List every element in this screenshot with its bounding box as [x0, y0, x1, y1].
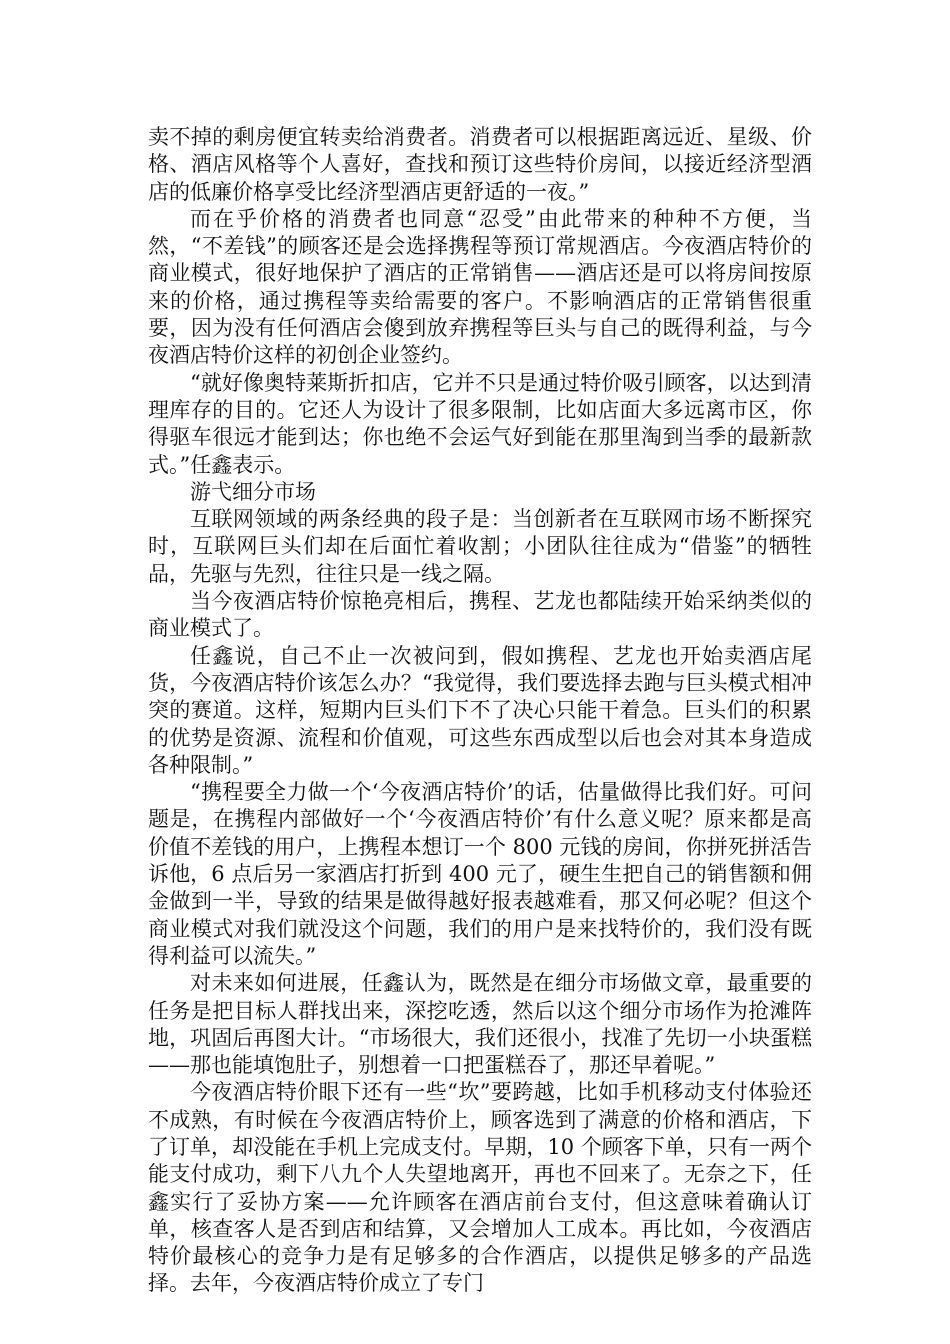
paragraph: 任鑫说，自己不止一次被问到，假如携程、艺龙也开始卖酒店尾货，今夜酒店特价该怎么办？“我觉得，我们要选择去跑与巨头模式相冲突的赛道。这样，短期内巨头们下不了决心只能干着急。巨头们的积累的优势是资源、流程和价值观，可这些东西成型以后也会对其本身造成各种限制。”	[148, 643, 812, 777]
paragraph: 对未来如何进展，任鑫认为，既然是在细分市场做文章，最重要的任务是把目标人群找出来，深挖吃透，然后以这个细分市场作为抢滩阵地，巩固后再图大计。“市场很大，我们还很小，找准了先切一小块蛋糕——那也能填饱肚子，别想着一口把蛋糕吞了，那还早着呢。”	[148, 971, 812, 1078]
section-heading: 游弋细分市场	[190, 479, 316, 504]
paragraph: 互联网领域的两条经典的段子是：当创新者在互联网市场不断探究时，互联网巨头们却在后面忙着收割；小团队往往成为“借鉴”的牺牲品，先驱与先烈，往往只是一线之隔。	[148, 507, 812, 586]
paragraph-quote-ctrip: “携程要全力做一个‘今夜酒店特价’的话，估量做得比我们好。可问题是，在携程内部做好一个‘今夜酒店特价’有什么意义呢？原来都是高价值不差钱的用户，上携程本想订一个 800 元钱的房间，你拼死拼活告诉他，6 点后另一家酒店打折到 400 元了，硬生生把自己的销售额和佣金做到一半，导致的结果是做得越好报表越难看，那又何必呢？但这个商业模式对我们就没这个问题，我们的用户是来找特价的，我们没有既得利益可以流失。”	[148, 780, 812, 968]
paragraph-continuation: 卖不掉的剩房便宜转卖给消费者。消费者可以根据距离远近、星级、价格、酒店风格等个人喜好，查找和预订这些特价房间，以接近经济型酒店的低廉价格享受比经济型酒店更舒适的一夜。”	[148, 125, 812, 204]
paragraph: 而在乎价格的消费者也同意“忍受”由此带来的种种不方便，当然，“不差钱”的顾客还是会选择携程等预订常规酒店。今夜酒店特价的商业模式，很好地保护了酒店的正常销售——酒店还是可以将房间按原来的价格，通过携程等卖给需要的客户。不影响酒店的正常销售很重要，因为没有任何酒店会傻到放弃携程等巨头与自己的既得利益，与今夜酒店特价这样的初创企业签约。	[148, 206, 812, 368]
paragraph-quote-outlet: “就好像奥特莱斯折扣店，它并不只是通过特价吸引顾客，以达到清理库存的目的。它还人为设计了很多限制，比如店面大多远离市区，你得驱车很远才能到达；你也绝不会运气好到能在那里淘到当季的最新款式。”任鑫表示。	[148, 370, 812, 477]
paragraph: 今夜酒店特价眼下还有一些“坎”要跨越，比如手机移动支付体验还不成熟，有时候在今夜酒店特价上，顾客选到了满意的价格和酒店，下了订单，却没能在手机上完成支付。早期，10 个顾客下单，只有一两个能支付成功，剩下八九个人失望地离开，再也不回来了。无奈之下，任鑫实行了妥协方案——允许顾客在酒店前台支付，但这意味着确认订单，核查客人是否到店和结算，又会增加人工成本。再比如，今夜酒店特价最核心的竞争力是有足够多的合作酒店，以提供足够多的产品选择。去年，今夜酒店特价成立了专门	[148, 1080, 812, 1296]
document-body	[148, 124, 812, 1298]
paragraph: 当今夜酒店特价惊艳亮相后，携程、艺龙也都陆续开始采纳类似的商业模式了。	[148, 589, 812, 641]
